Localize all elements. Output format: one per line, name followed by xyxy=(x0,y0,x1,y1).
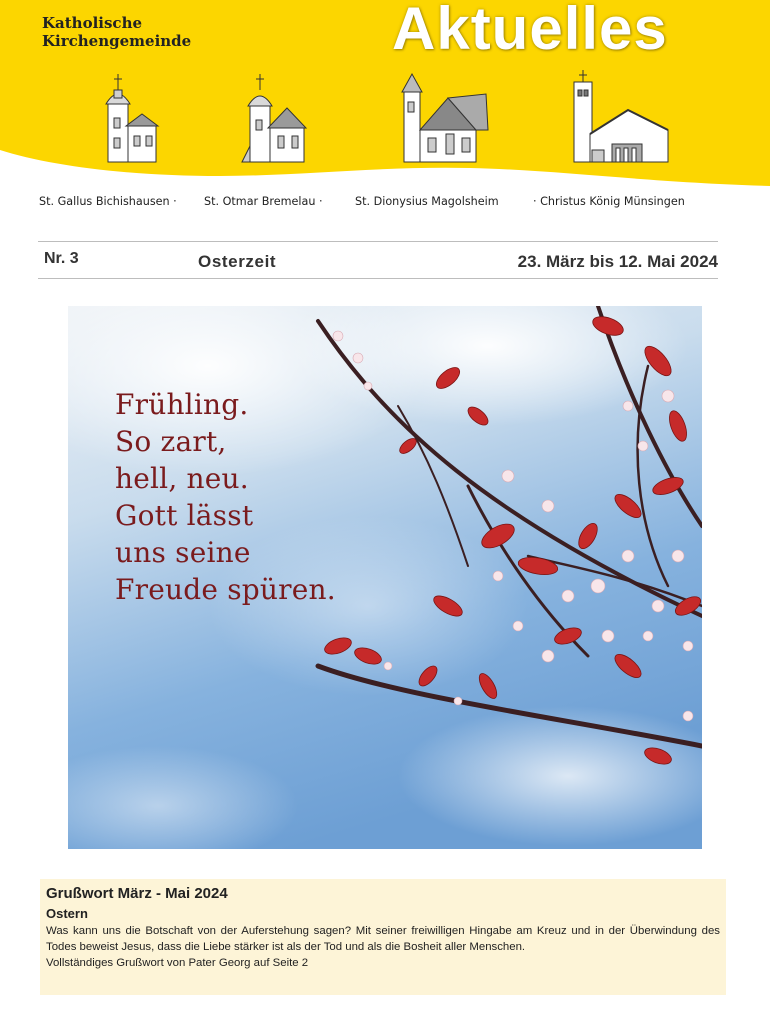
poem-line-6: Freude spüren. xyxy=(115,573,336,606)
greeting-title: Grußwort März - Mai 2024 xyxy=(46,885,228,902)
issue-number: Nr. 3 xyxy=(44,250,79,267)
poem-line-2: So zart, xyxy=(115,425,227,458)
parish-st-otmar: St. Otmar Bremelau · xyxy=(204,195,323,208)
greeting-reference: Vollständiges Grußwort von Pater Georg auf Seite 2 xyxy=(46,957,309,969)
divider-bottom xyxy=(38,278,718,279)
church-icon-st-otmar xyxy=(240,70,310,166)
parish-st-dionysius: St. Dionysius Magolsheim xyxy=(355,195,499,208)
parish-christus-koenig: · Christus König Münsingen xyxy=(533,195,685,208)
masthead-title: Aktuelles xyxy=(392,0,668,62)
poem-line-5: uns seine xyxy=(115,536,251,569)
parish-title-line-2: Kirchengemeinde xyxy=(42,32,192,50)
hero-poem xyxy=(115,386,336,608)
parish-st-gallus: St. Gallus Bichishausen · xyxy=(39,195,177,208)
poem-line-1: Frühling. xyxy=(115,388,249,421)
divider-top xyxy=(38,241,718,242)
church-icon-st-dionysius xyxy=(396,70,492,166)
parish-title-line-1: Katholische xyxy=(42,14,143,32)
church-icon-st-gallus xyxy=(100,70,162,166)
issue-date-range: 23. März bis 12. Mai 2024 xyxy=(517,252,718,271)
parish-title xyxy=(42,14,262,50)
greeting-subtitle: Ostern xyxy=(46,906,88,921)
church-icon-christus-koenig xyxy=(568,70,672,166)
greeting-box xyxy=(40,879,726,995)
poem-line-4: Gott lässt xyxy=(115,499,254,532)
issue-season: Osterzeit xyxy=(198,252,277,271)
poem-line-3: hell, neu. xyxy=(115,462,249,495)
greeting-body: Was kann uns die Botschaft von der Auferstehung sagen? Mit seiner freiwilligen Hingabe am Kreuz und in der Überwindung des Todes beweist Jesus, dass die Liebe stärker ist als der Tod und als die Bosheit aller Menschen. xyxy=(46,925,720,953)
hero-image xyxy=(68,306,702,849)
